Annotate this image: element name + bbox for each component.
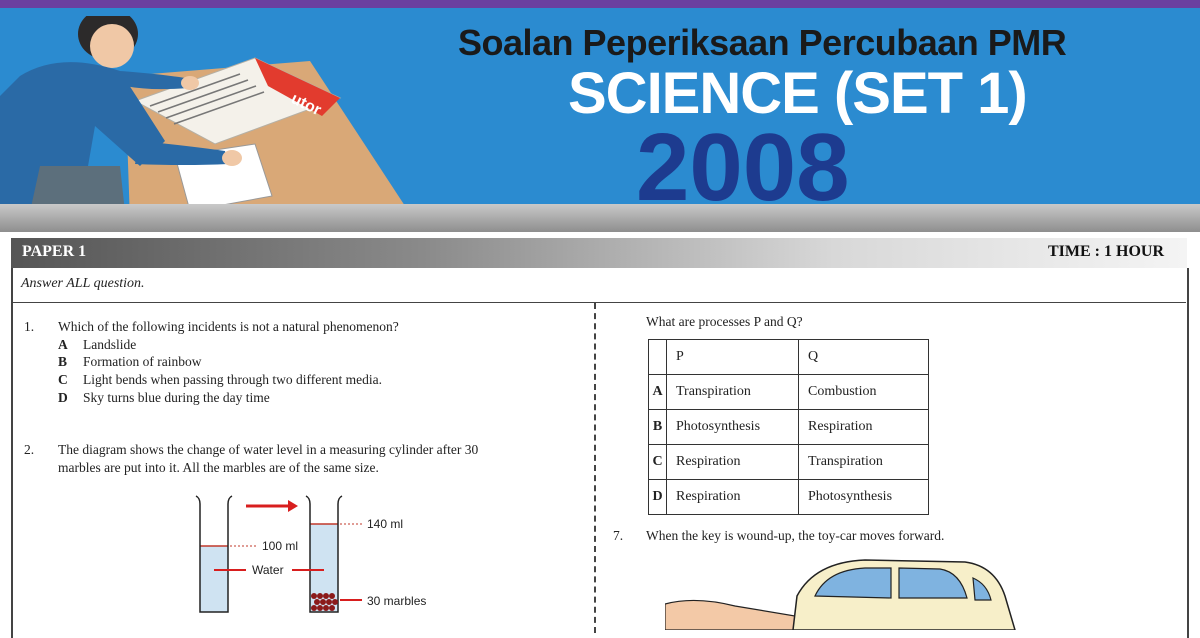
question-1-option-a xyxy=(58,336,136,354)
question-6-prompt: What are processes P and Q? xyxy=(646,314,803,329)
question-1-number: 1. xyxy=(24,319,35,334)
time-label: TIME : 1 HOUR xyxy=(1048,243,1164,260)
car-icon xyxy=(793,560,1015,630)
option-letter: A xyxy=(58,337,68,352)
cell-q: Combustion xyxy=(799,375,929,410)
paper-label: PAPER 1 xyxy=(22,243,87,260)
cylinder-before xyxy=(196,496,232,612)
row-letter: A xyxy=(649,375,667,410)
instruction-divider xyxy=(12,302,1186,303)
question-1-option-d xyxy=(58,389,270,407)
table-row xyxy=(649,410,929,445)
row-letter: B xyxy=(649,410,667,445)
header-banner xyxy=(0,8,1200,204)
option-text: Sky turns blue during the day time xyxy=(83,390,270,405)
cell-p: Photosynthesis xyxy=(667,410,799,445)
option-text: Landslide xyxy=(83,337,137,352)
question-2-text-line1: The diagram shows the change of water level in a measuring cylinder after 30 xyxy=(58,442,479,457)
row-letter: C xyxy=(649,445,667,480)
instruction-text: Answer ALL question. xyxy=(21,276,145,291)
label-100ml: 100 ml xyxy=(262,539,299,553)
cell-q: Respiration xyxy=(799,410,929,445)
table-row xyxy=(649,480,929,515)
option-text: Light bends when passing through two different media. xyxy=(83,372,382,387)
cell-p: Transpiration xyxy=(667,375,799,410)
marbles-icon xyxy=(311,593,338,611)
column-divider xyxy=(594,303,596,633)
table-header-q: Q xyxy=(799,340,929,375)
cell-p: Respiration xyxy=(667,480,799,515)
banner-title-subject: SCIENCE (SET 1) xyxy=(568,61,1027,126)
question-7-number: 7. xyxy=(613,528,624,543)
option-letter: B xyxy=(58,354,68,369)
question-7-text: When the key is wound-up, the toy-car moves forward. xyxy=(646,528,945,543)
processes-table xyxy=(648,339,929,515)
student-writing-illustration xyxy=(0,16,460,204)
banner-title-line1: Soalan Peperiksaan Percubaan PMR xyxy=(458,22,1067,63)
table-header-p: P xyxy=(667,340,799,375)
hand-icon xyxy=(665,600,795,630)
cell-q: Transpiration xyxy=(799,445,929,480)
option-text: Formation of rainbow xyxy=(83,354,202,369)
question-2-text-line2: marbles are put into it. All the marbles are of the same size. xyxy=(58,460,379,475)
option-letter: C xyxy=(58,372,68,387)
arrow-right-icon xyxy=(246,500,298,512)
label-140ml: 140 ml xyxy=(367,517,404,531)
row-letter: D xyxy=(649,480,667,515)
table-header-row xyxy=(649,340,929,375)
top-accent-bar xyxy=(0,0,1200,8)
cylinder-after xyxy=(306,496,342,612)
table-corner-cell xyxy=(649,340,667,375)
magazine-title: utor xyxy=(288,90,324,120)
option-letter: D xyxy=(58,390,68,405)
cell-q: Photosynthesis xyxy=(799,480,929,515)
question-1-option-b xyxy=(58,353,201,371)
toy-car-illustration xyxy=(665,556,1025,630)
question-1-text: Which of the following incidents is not a natural phenomenon? xyxy=(58,319,399,334)
label-30-marbles: 30 marbles xyxy=(367,594,427,608)
cell-p: Respiration xyxy=(667,445,799,480)
question-1-option-c xyxy=(58,371,382,389)
banner-bottom-strip xyxy=(0,204,1200,232)
table-row xyxy=(649,375,929,410)
banner-year: 2008 xyxy=(636,114,850,204)
table-row xyxy=(649,445,929,480)
question-2-number: 2. xyxy=(24,442,35,457)
label-water: Water xyxy=(252,563,284,577)
paper-header-bar xyxy=(11,238,1187,268)
